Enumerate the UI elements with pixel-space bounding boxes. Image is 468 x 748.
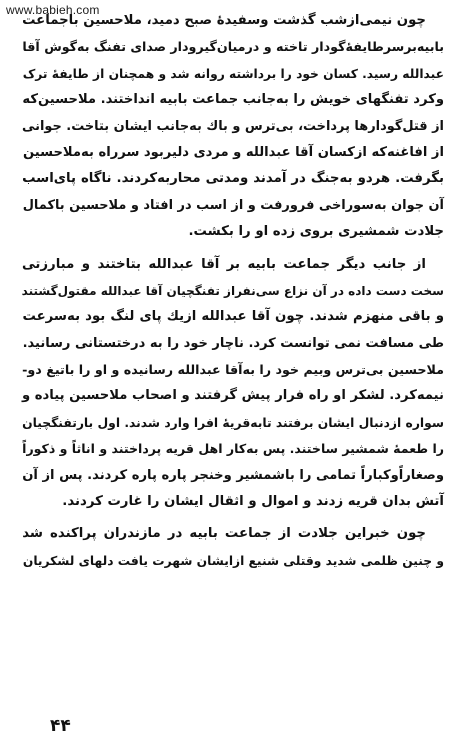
text-line: و چنین ظلمی شدید وقتلی شنیع ازایشان شهرت یافت دلهای لشکریان xyxy=(22,553,444,568)
text-line: از افاغنه‌که ازکسان آقا عبدالله و مردی دلیربود سرراه به‌ملاحسین xyxy=(22,144,444,160)
text-line: چون خبراین جلادت از جماعت بابیه در مازندران پراکنده شد xyxy=(22,526,426,542)
text-line: و باقی منهزم شدند. چون آقا عبدالله ازیك پای لنگ بود به‌سرعت xyxy=(22,309,444,325)
paragraph xyxy=(22,8,444,246)
text-line: را طعمهٔ شمشیر ساختند. پس به‌کار اهل قریه پرداختند و اناثاً و ذکوراً xyxy=(22,441,444,457)
text-line: ملاحسین بی‌ترس وبیم خود را به‌آقا عبدالله رسانیده و او را باتیغ دو- xyxy=(22,362,444,378)
site-url[interactable]: www.babieh.com xyxy=(6,3,100,17)
text-line: جلادت شمشیری بروی زده او را بکشت. xyxy=(188,224,444,240)
text-line: چون نیمی‌ازشب گذشت وسفیدهٔ صبح دمید، ملاحسین باجماعت xyxy=(22,13,426,28)
text-line: عبدالله رسید. کسان خود را برداشته روانه شد و همچنان از طایفهٔ ترک xyxy=(22,66,444,81)
page-number: ۴۴ xyxy=(50,716,71,736)
text-line: آن جوان به‌سوراخی فرورفت و از اسب در افتاد و ملاحسین باکمال xyxy=(22,197,444,213)
text-line: سخت دست داده در آن نزاع سی‌نفراز تفنگچیان آقا عبدالله مقتول‌گشتند xyxy=(21,283,444,298)
text-line: بگرفت. هردو به‌جنگ در آمدند ومدتی محاربه‌کردند. ناگاه پای‌اسب xyxy=(22,171,444,187)
text-line: وکرد تفنگهای خویش را به‌جانب جماعت بابیه انداختند. ملاحسین‌که xyxy=(22,92,444,108)
text-line: وصغاراًوکباراً تمامی را باشمشیر وخنجر پاره پاره کردند. پس از آن xyxy=(22,467,444,483)
text-line: طی مسافت نمی توانست کرد. ناچار خود را به درختستانی رسانید. xyxy=(22,335,444,351)
text-line: سواره ازدنبال ایشان برفتند تابه‌قریهٔ افرا وارد شدند. اول بارتفنگچیان xyxy=(22,415,444,430)
page-body xyxy=(22,8,444,574)
text-line: از قتل‌گودارها پرداخت، بی‌ترس و باك به‌جانب ایشان بتاخت. جوانی xyxy=(22,118,444,134)
text-line: بابیه‌برسرطایفهٔ‌گودار تاخته و درمیان‌گیرودار صدای تفنگ به‌گوش آقا xyxy=(22,39,444,55)
text-line: نیمه‌کرد. لشکر او راه فرار پیش گرفتند و اصحاب ملاحسین پیاده و xyxy=(21,388,444,404)
text-line: آتش بدان قریه زدند و اموال و اثقال ایشان را غارت کردند. xyxy=(62,494,444,510)
paragraph xyxy=(22,252,444,516)
text-line: از جانب دیگر جماعت بابیه بر آقا عبدالله بتاختند و مبارزتی xyxy=(21,256,426,272)
paragraph xyxy=(22,521,444,574)
